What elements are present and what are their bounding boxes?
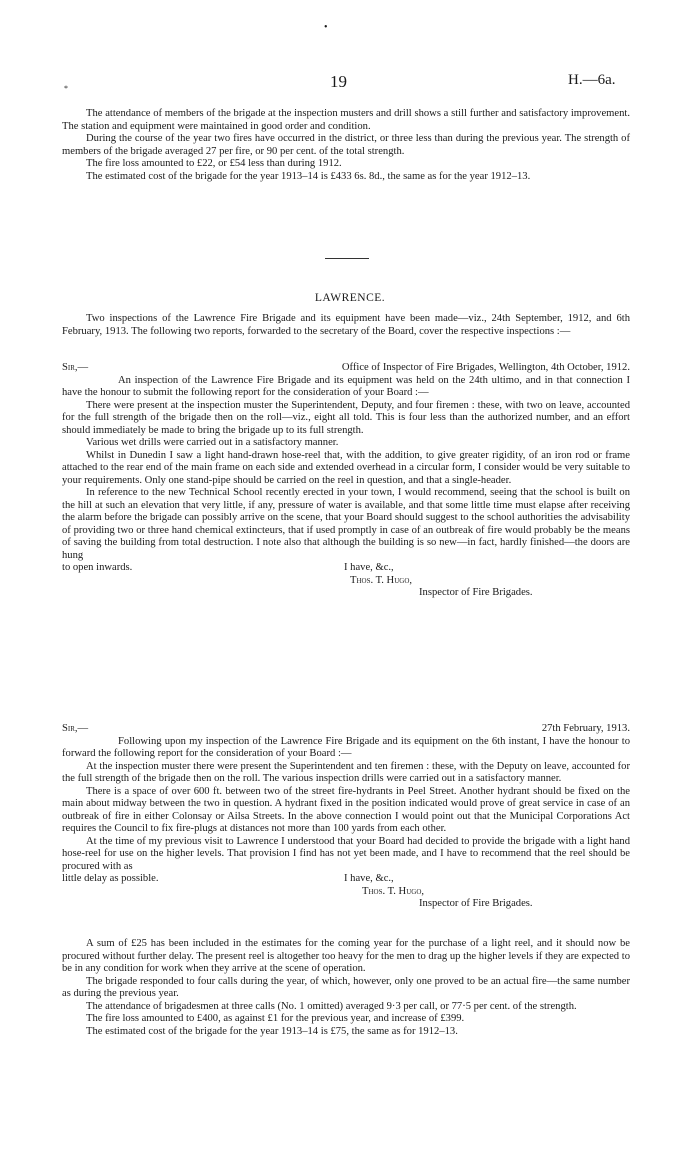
closing-paragraph: A sum of £25 has been included in the estimates for the coming year for the purchase of a light reel, and it should now be procured without further delay. The present reel is altogether too heavy for the men to drag up the higher levels if they are expected to be in any condition for work when they arrive at the scene of operation.: [62, 938, 630, 974]
section-title: LAWRENCE.: [314, 292, 386, 304]
section-intro-paragraph: Two inspections of the Lawrence Fire Brigade and its equipment have been made—viz., 24th September, 1912, and 6th February, 1913. The following two reports, forwarded to the secretary of the Board, cover the respective inspections :—: [62, 313, 630, 337]
report-1-closing-row: [62, 562, 630, 575]
report-2-salutation: Sir,—: [62, 723, 89, 734]
report-2-paragraph: At the inspection muster there were present the Superintendent and ten firemen : these, with the Deputy on leave, accounted for the full strength of the brigade then on the roll. The various inspection drills were carried out in a satisfactory manner.: [62, 760, 630, 784]
report-1-signatory: Thos. T. Hugo,: [350, 574, 413, 586]
report-2-heading-row: [62, 723, 630, 736]
report-1-signature: [62, 575, 630, 588]
closing-paragraph: The brigade responded to four calls during the year, of which, however, only one proved to be an actual fire—the same number as during the previous year.: [62, 975, 630, 999]
report-2-closing: I have, &c.,: [344, 873, 394, 884]
report-1-last-line: to open inwards.: [62, 562, 133, 573]
report-1-signatory-title: Inspector of Fire Brigades.: [419, 587, 533, 598]
report-2-last-line: little delay as possible.: [62, 873, 159, 884]
intro-paragraph: The fire loss amounted to £22, or £54 less than during 1912.: [86, 158, 342, 169]
report-1-paragraph: An inspection of the Lawrence Fire Brigade and its equipment was held on the 24th ultimo, and in that connection I have the honour to submit the following report for the consideration of your Board :—: [62, 374, 630, 398]
intro-paragraph: During the course of the year two fires have occurred in the district, or three less than during the previous year. The strength of members of the brigade averaged 27 per fire, or 90 per cent. of the total strength.: [62, 133, 630, 157]
report-1: [62, 362, 630, 600]
top-mark: •: [324, 22, 328, 33]
report-2-closing-row: [62, 873, 630, 886]
report-1-paragraph: Whilst in Dunedin I saw a light hand-drawn hose-reel that, with the addition, to give greater rigidity, of an iron rod or frame attached to the rear end of the main frame on each side and extended overhead in a circular form, I consider would be very suitable to your requirements. Only one stand-pipe should be carried on the reel in question, and that a single-header.: [62, 449, 630, 486]
intro-paragraph: The attendance of members of the brigade at the inspection musters and drill shows a still further and satisfactory improvement. The station and equipment were maintained in good order and condition.: [62, 108, 630, 132]
report-2-paragraph: At the time of my previous visit to Lawrence I understood that your Board had decided to provide the brigade with a light hand hose-reel for use on the higher levels. That provision I find has not yet been made, and I have to recommend that the reel should be procured with as: [62, 835, 630, 872]
margin-mark: *: [64, 84, 68, 93]
closing-paragraph: The fire loss amounted to £400, as against £1 for the previous year, and increase of £399.: [86, 1013, 465, 1024]
closing-section: [62, 938, 630, 1038]
report-1-heading-row: [62, 362, 630, 375]
report-1-place-date: Office of Inspector of Fire Brigades, Wellington, 4th October, 1912.: [341, 362, 630, 373]
report-1-closing: I have, &c.,: [344, 562, 394, 573]
report-1-salutation: Sir,—: [62, 362, 89, 373]
report-2-date: 27th February, 1913.: [541, 723, 630, 734]
report-2-signatory-title: Inspector of Fire Brigades.: [419, 898, 533, 909]
report-1-paragraph: Various wet drills were carried out in a satisfactory manner.: [86, 437, 339, 448]
intro-section: [62, 108, 630, 183]
report-2-signature-title: [62, 898, 630, 911]
page-header: [0, 72, 700, 96]
section-divider: [325, 258, 369, 259]
section-intro: [62, 313, 630, 338]
intro-paragraph: The estimated cost of the brigade for the year 1913–14 is £433 6s. 8d., the same as for the year 1912–13.: [86, 170, 531, 182]
report-2-paragraph: Following upon my inspection of the Lawrence Fire Brigade and its equipment on the 6th instant, I have the honour to forward the following report for the consideration of your Board :—: [62, 735, 630, 759]
document-code: H.—6a.: [568, 72, 616, 88]
report-2: [62, 723, 630, 911]
report-2-signatory: Thos. T. Hugo,: [362, 885, 425, 897]
report-2-paragraph: There is a space of over 600 ft. between two of the street fire-hydrants in Peel Street. Another hydrant should be fixed on the main about midway between the two in question. A hydrant fixed in the position indicated would prove of great service in case of an outbreak of fire in either Colonsay or Ailsa Streets. In the above connection I would point out that the Municipal Corporations Act requires the Council to fix fire-plugs at distances not more than 100 yards from each other.: [62, 785, 630, 834]
closing-paragraph: The estimated cost of the brigade for the year 1913–14 is £75, the same as for 1912–13.: [86, 1025, 458, 1037]
report-1-paragraph: There were present at the inspection muster the Superintendent, Deputy, and four firemen : these, with two on leave, accounted for the full strength of the brigade then on the roll—viz., eight all told. This is four less than the authorized number, and an effort should immediately be made to bring the brigade up to its full strength.: [62, 399, 630, 436]
report-2-signature: [62, 886, 630, 899]
closing-paragraph: The attendance of brigadesmen at three calls (No. 1 omitted) averaged 9·3 per call, or 77·5 per cent. of the strength.: [86, 1000, 577, 1012]
page-number: 19: [330, 72, 347, 91]
report-1-paragraph: In reference to the new Technical School recently erected in your town, I would recommend, seeing that the school is built on the hill at such an elevation that very little, if any, pressure of water is available, and that some little time must elapse after receiving the alarm before the brigade can possibly arrive on the scene, that your Board should suggest to the school authorities the advisability of providing two or three hand chemical extincteurs, that if used promptly in case of an outbreak of fire would probably be the means of saving the building from total destruction. I note also that although the building is so new—in fact, hardly finished—the doors are hung: [62, 487, 630, 561]
report-1-signature-title: [62, 587, 630, 600]
